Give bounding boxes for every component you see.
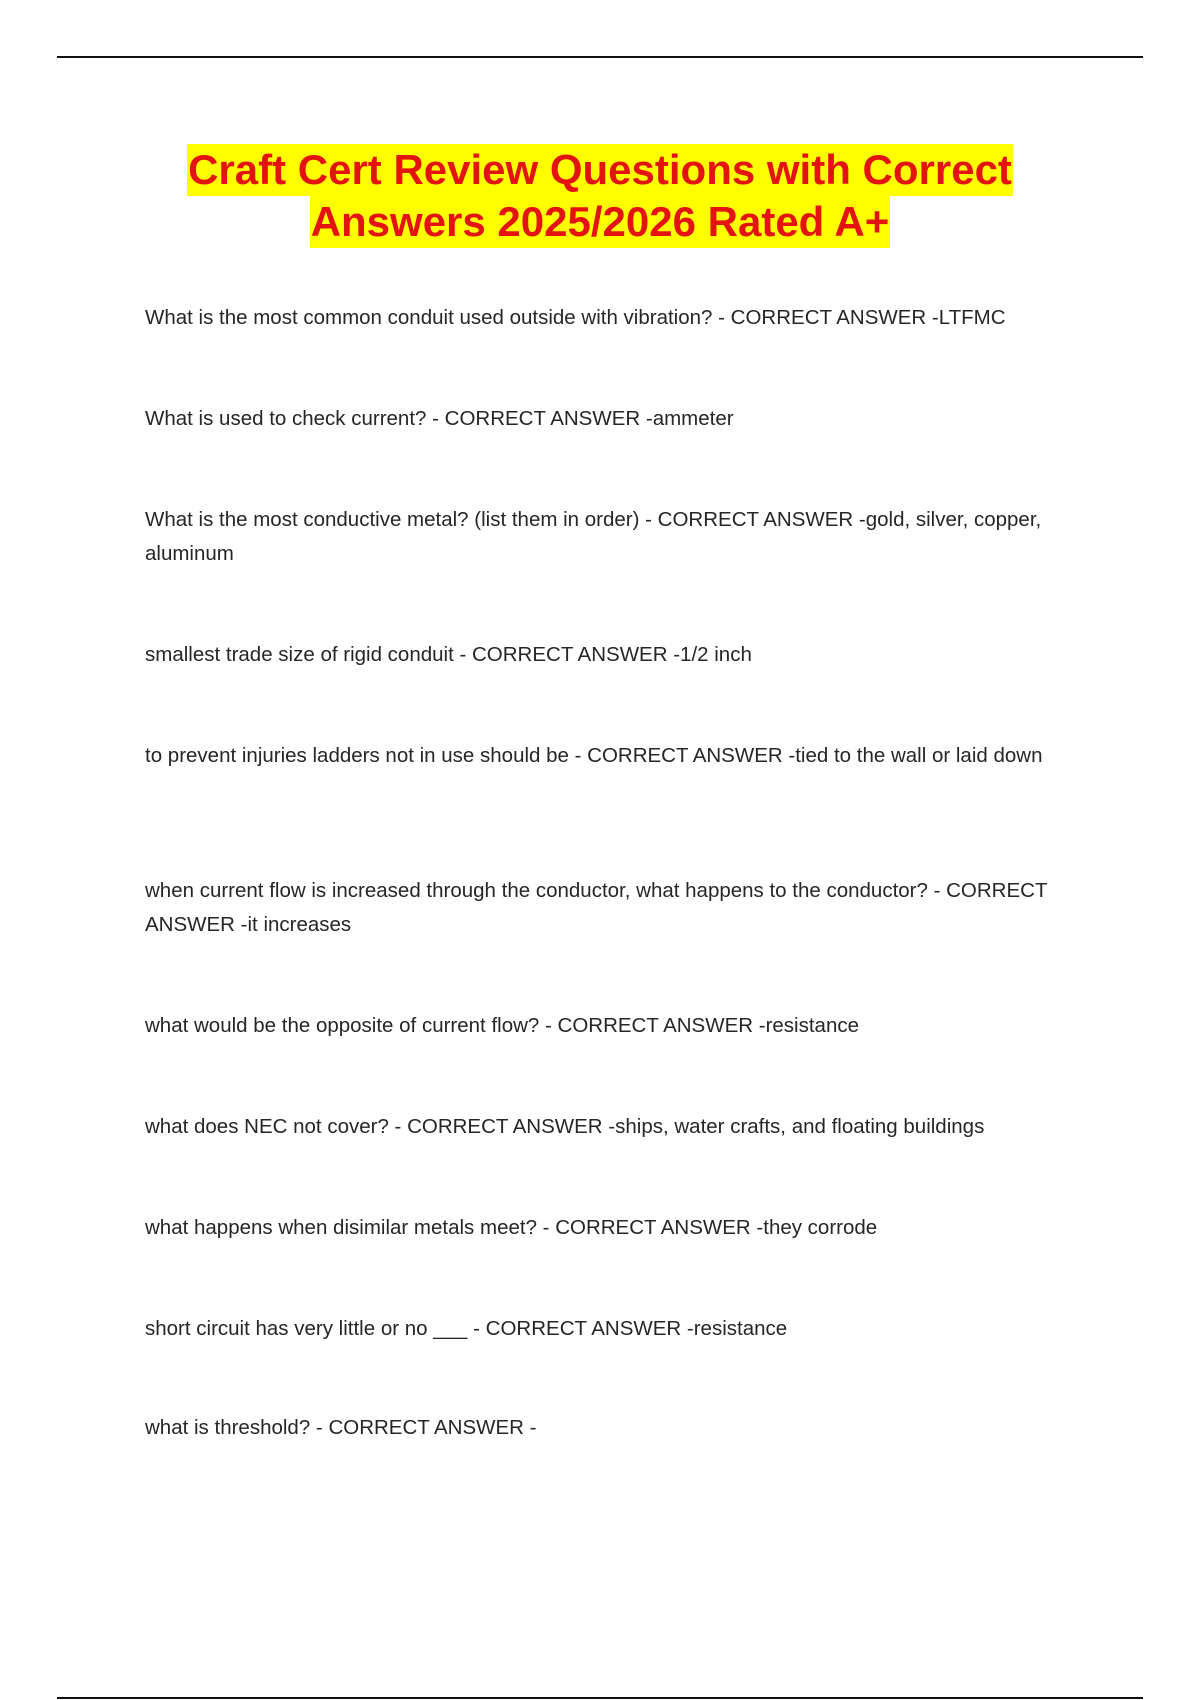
qa-item: short circuit has very little or no ___ - CORRECT ANSWER -resistance bbox=[145, 1317, 788, 1340]
qa-item: smallest trade size of rigid conduit - CORRECT ANSWER -1/2 inch bbox=[145, 643, 752, 666]
qa-item: what would be the opposite of current flow? - CORRECT ANSWER -resistance bbox=[145, 1014, 859, 1037]
qa-item: What is used to check current? - CORRECT ANSWER -ammeter bbox=[145, 407, 734, 430]
title-line-2: Answers 2025/2026 Rated A+ bbox=[310, 196, 891, 248]
page-title bbox=[120, 144, 1080, 248]
title-line-1: Craft Cert Review Questions with Correct bbox=[187, 144, 1013, 196]
bottom-rule bbox=[57, 1697, 1143, 1699]
qa-item: what does NEC not cover? - CORRECT ANSWER -ships, water crafts, and floating buildings bbox=[145, 1115, 985, 1138]
qa-item: what is threshold? - CORRECT ANSWER - bbox=[145, 1416, 537, 1439]
qa-item: to prevent injuries ladders not in use should be - CORRECT ANSWER -tied to the wall or laid down bbox=[145, 744, 1043, 767]
qa-item: what happens when disimilar metals meet? - CORRECT ANSWER -they corrode bbox=[145, 1216, 878, 1239]
top-rule bbox=[57, 56, 1143, 58]
qa-item: What is the most common conduit used outside with vibration? - CORRECT ANSWER -LTFMC bbox=[145, 306, 1006, 329]
qa-item: What is the most conductive metal? (list them in order) - CORRECT ANSWER -gold, silver, copper, aluminum bbox=[145, 508, 1042, 565]
qa-item: when current flow is increased through the conductor, what happens to the conductor? - CORRECT ANSWER -it increases bbox=[145, 879, 1048, 936]
